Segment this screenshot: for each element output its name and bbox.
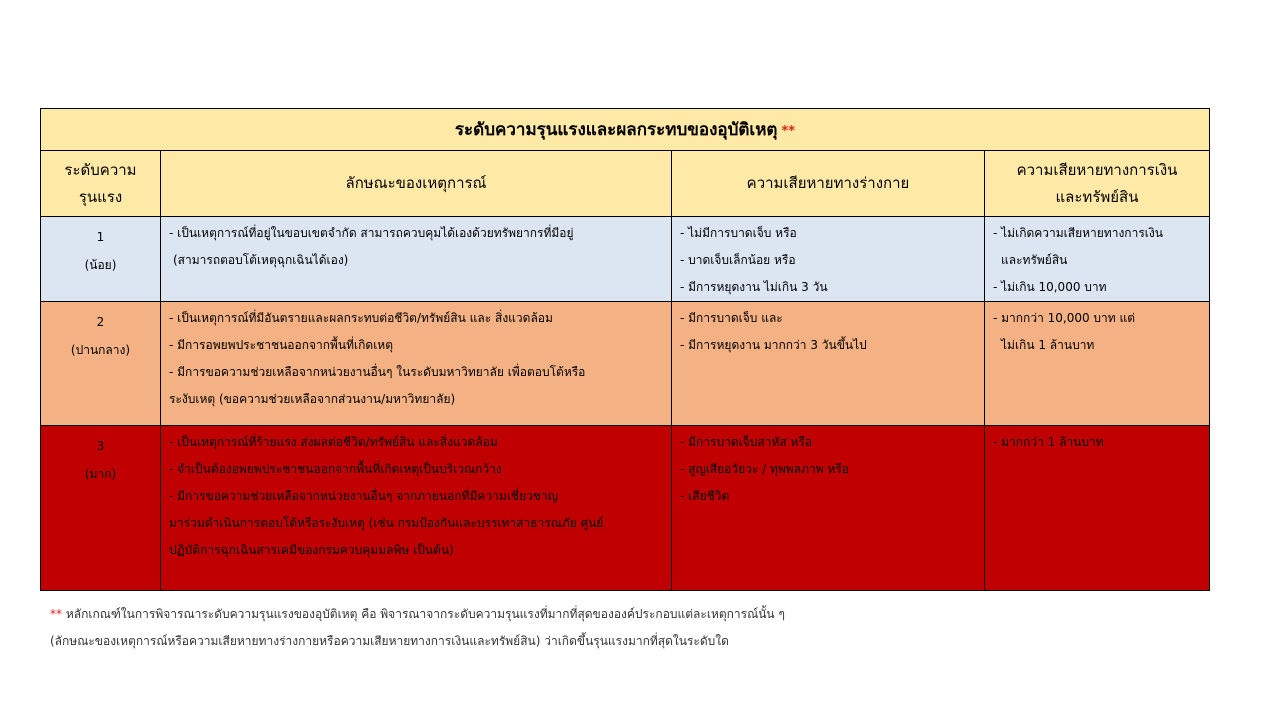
- level-number: 2: [96, 315, 105, 329]
- list-item: - ไม่มีการบาดเจ็บ หรือ: [680, 226, 797, 240]
- list-item: - ไม่เกิดความเสียหายทางการเงิน: [993, 226, 1163, 240]
- header-level-line2: รุนแรง: [78, 187, 123, 206]
- list-item: - มากกว่า 1 ล้านบาท: [993, 435, 1104, 449]
- table-row-level-1: [41, 217, 1210, 302]
- footnote-marker: **: [50, 607, 62, 621]
- physical-cell: [672, 217, 985, 302]
- characteristics-cell: [161, 302, 672, 426]
- list-item: ไม่เกิน 1 ล้านบาท: [1001, 338, 1095, 352]
- level-label: (ปานกลาง): [70, 343, 131, 357]
- financial-cell: [985, 217, 1210, 302]
- header-characteristics: ลักษณะของเหตุการณ์: [161, 151, 672, 217]
- financial-cell: [985, 426, 1210, 591]
- table-title-text: ระดับความรุนแรงและผลกระทบของอุบัติเหตุ: [454, 120, 778, 140]
- level-number: 1: [96, 230, 105, 244]
- header-financial: [985, 151, 1210, 217]
- header-financial-line1: ความเสียหายทางการเงิน: [1016, 160, 1178, 179]
- level-number: 3: [96, 439, 105, 453]
- table-row-level-2: [41, 302, 1210, 426]
- table-row-level-3: [41, 426, 1210, 591]
- level-cell: [41, 302, 161, 426]
- list-item: - ไม่เกิน 10,000 บาท: [993, 280, 1107, 294]
- level-label: (มาก): [84, 467, 117, 481]
- list-item: - เป็นเหตุการณ์ที่ร้ายแรง ส่งผลต่อชีวิต/ทรัพย์สิน และสิ่งแวดล้อม: [169, 435, 498, 449]
- footnote-line-1: [50, 601, 785, 628]
- footnote: [50, 601, 785, 655]
- header-physical: ความเสียหายทางร่างกาย: [672, 151, 985, 217]
- list-item: - เป็นเหตุการณ์ที่มีอันตรายและผลกระทบต่อชีวิต/ทรัพย์สิน และ สิ่งแวดล้อม: [169, 311, 553, 325]
- financial-cell: [985, 302, 1210, 426]
- list-item: - มากกว่า 10,000 บาท แต่: [993, 311, 1136, 325]
- list-item: - จำเป็นต้องอพยพประชาชนออกจากพื้นที่เกิดเหตุเป็นบริเวณกว้าง: [169, 462, 502, 476]
- physical-cell: [672, 302, 985, 426]
- header-level: [41, 151, 161, 217]
- list-item: มาร่วมดำเนินการตอบโต้หรือระงับเหตุ (เช่น กรมป้องกันและบรรเทาสาธารณภัย ศูนย์: [169, 516, 604, 530]
- title-row: [41, 109, 1210, 151]
- list-item: - มีการขอความช่วยเหลือจากหน่วยงานอื่นๆ ในระดับมหาวิทยาลัย เพื่อตอบโต้หรือ: [169, 365, 586, 379]
- footnote-line-2: (ลักษณะของเหตุการณ์หรือความเสียหายทางร่างกายหรือความเสียหายทางการเงินและทรัพย์สิน) ว่าเกิดขึ้นรุนแรงมากที่สุดในระดับใด: [50, 634, 729, 648]
- list-item: ระงับเหตุ (ขอความช่วยเหลือจากส่วนงาน/มหาวิทยาลัย): [169, 392, 456, 406]
- list-item: และทรัพย์สิน: [1001, 253, 1068, 267]
- level-cell: [41, 217, 161, 302]
- characteristics-cell: [161, 426, 672, 591]
- list-item: - มีการบาดเจ็บสาหัส หรือ: [680, 435, 813, 449]
- list-item: ปฏิบัติการฉุกเฉินสารเคมีของกรมควบคุมมลพิษ เป็นต้น): [169, 543, 454, 557]
- physical-cell: [672, 426, 985, 591]
- list-item: - มีการหยุดงาน มากกว่า 3 วันขึ้นไป: [680, 338, 867, 352]
- level-label: (น้อย): [84, 258, 117, 272]
- footnote-text-1: หลักเกณฑ์ในการพิจารณาระดับความรุนแรงของอุบัติเหตุ คือ พิจารณาจากระดับความรุนแรงที่มากที่สุดขององค์ประกอบแต่ละเหตุการณ์นั้น ๆ: [62, 607, 785, 621]
- header-row: [41, 151, 1210, 217]
- list-item: - มีการอพยพประชาชนออกจากพื้นที่เกิดเหตุ: [169, 338, 394, 352]
- header-level-line1: ระดับความ: [64, 160, 137, 179]
- characteristics-cell: [161, 217, 672, 302]
- header-financial-line2: และทรัพย์สิน: [1055, 187, 1139, 206]
- severity-table: [40, 108, 1210, 591]
- table-title: [41, 109, 1210, 151]
- list-item: - บาดเจ็บเล็กน้อย หรือ: [680, 253, 796, 267]
- list-item: - มีการขอความช่วยเหลือจากหน่วยงานอื่นๆ จากภายนอกที่มีความเชี่ยวชาญ: [169, 489, 558, 503]
- list-item: - เสียชีวิต: [680, 489, 730, 503]
- list-item: (สามารถตอบโต้เหตุฉุกเฉินได้เอง): [173, 253, 349, 267]
- list-item: - มีการบาดเจ็บ และ: [680, 311, 783, 325]
- level-cell: [41, 426, 161, 591]
- list-item: - มีการหยุดงาน ไม่เกิน 3 วัน: [680, 280, 828, 294]
- title-marker: **: [781, 124, 796, 139]
- list-item: - สูญเสียอวัยวะ / ทุพพลภาพ หรือ: [680, 462, 850, 476]
- list-item: - เป็นเหตุการณ์ที่อยู่ในขอบเขตจำกัด สามารถควบคุมได้เองด้วยทรัพยากรที่มีอยู่: [169, 226, 574, 240]
